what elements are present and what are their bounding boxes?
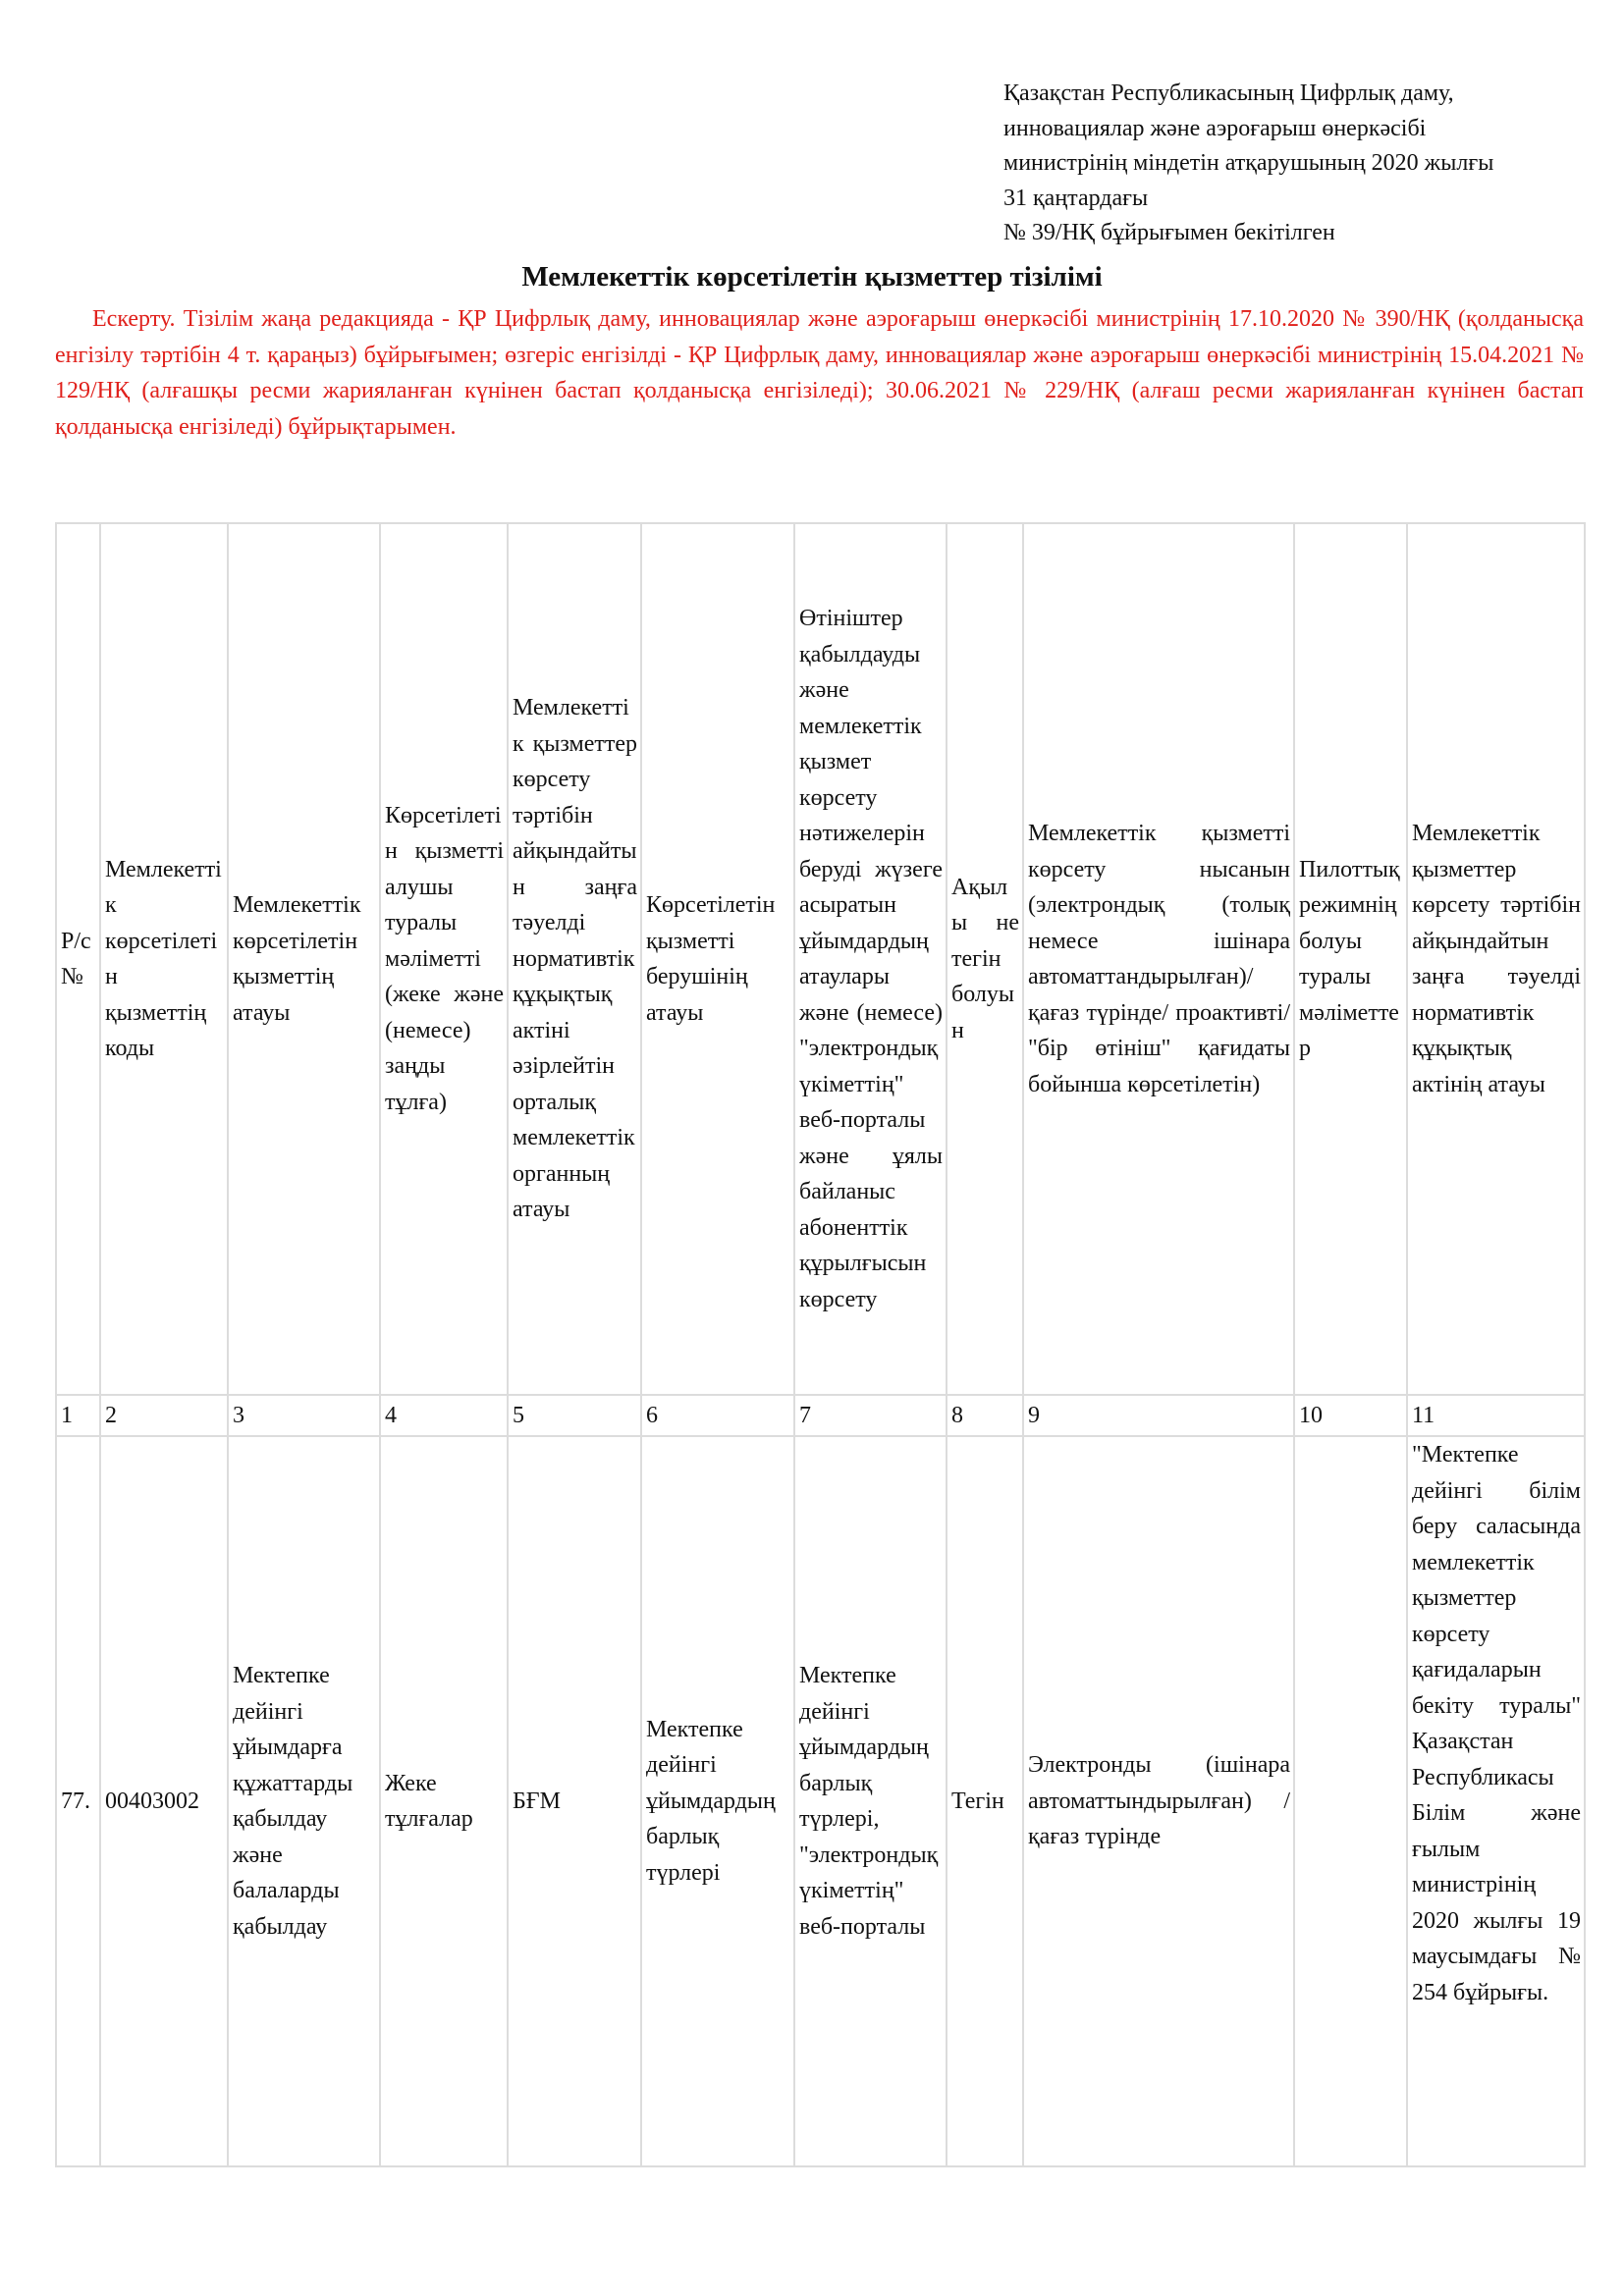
column-number: 10 xyxy=(1294,1395,1407,1436)
column-number: 1 xyxy=(56,1395,100,1436)
column-number: 5 xyxy=(508,1395,641,1436)
cell-provider: Мектепке дейінгі ұйымдардың барлық түрлері xyxy=(641,1436,794,2166)
approval-line: Қазақстан Республикасының Цифрлық даму, xyxy=(1003,80,1454,106)
cell-fee: Тегін xyxy=(947,1436,1023,2166)
cell-recipient: Жеке тұлғалар xyxy=(380,1436,508,2166)
header-row xyxy=(56,523,1585,1395)
header-cell-provider: Көрсетілетін қызметті берушінің атауы xyxy=(641,523,794,1395)
header-cell-form: Мемлекеттік қызметті көрсету нысанын (электрондық (толық немесе ішінара автоматтандырылған)/ қағаз түрінде/ проактивті/ "бір өтініш" қағидаты бойынша көрсетілетін) xyxy=(1023,523,1294,1395)
column-number: 4 xyxy=(380,1395,508,1436)
approval-line: № 39/НҚ бұйрығымен бекітілген xyxy=(1003,220,1335,245)
services-registry-table xyxy=(55,522,1586,2167)
column-number: 2 xyxy=(100,1395,228,1436)
header-cell-name: Мемлекеттік көрсетілетін қызметтің атауы xyxy=(228,523,380,1395)
column-number: 8 xyxy=(947,1395,1023,1436)
header-cell-number: Р/с № xyxy=(56,523,100,1395)
column-number-row xyxy=(56,1395,1585,1436)
cell-name: Мектепке дейінгі ұйымдарға құжаттарды қабылдау және балаларды қабылдау xyxy=(228,1436,380,2166)
approval-stamp xyxy=(1003,77,1602,251)
cell-form: Электронды (ішінара автоматтындырылған) /қағаз түрінде xyxy=(1023,1436,1294,2166)
cell-code: 00403002 xyxy=(100,1436,228,2166)
table-row xyxy=(56,1436,1585,2166)
column-number: 11 xyxy=(1407,1395,1585,1436)
column-number: 6 xyxy=(641,1395,794,1436)
page-title: Мемлекеттік көрсетілетін қызметтер тізілімі xyxy=(521,261,1103,293)
header-cell-code: Мемлекеттік көрсетілетін қызметтің коды xyxy=(100,523,228,1395)
header-cell-recipient: Көрсетілетін қызметті алушы туралы мәліметті (жеке және (немесе) заңды тұлға) xyxy=(380,523,508,1395)
approval-line: инновациялар және аэроғарыш өнеркәсібі xyxy=(1003,115,1427,141)
header-cell-central-body: Мемлекеттік қызметтер көрсету тәртібін айқындайтын заңға тәуелді нормативтік құқықтық актіні әзірлейтін орталық мемлекеттік органның атауы xyxy=(508,523,641,1395)
approval-line: министрінің міндетін атқарушының 2020 жылғы xyxy=(1003,150,1494,176)
cell-number: 77. xyxy=(56,1436,100,2166)
header-cell-legal-act: Мемлекеттік қызметтер көрсету тәртібін айқындайтын заңға тәуелді нормативтік құқықтық актінің атауы xyxy=(1407,523,1585,1395)
column-number: 3 xyxy=(228,1395,380,1436)
column-number: 7 xyxy=(794,1395,947,1436)
header-cell-pilot: Пилоттық режимнің болуы туралы мәліметтер xyxy=(1294,523,1407,1395)
amendment-note: Ескерту. Тізілім жаңа редакцияда - ҚР Цифрлық даму, инновациялар және аэроғарыш өнеркәсібі министрінің 17.10.2020 № 390/НҚ (қолданысқа енгізілу тәртібін 4 т. қараңыз) бұйрығымен; өзгеріс енгізілді - ҚР Цифрлық даму, инновациялар және аэроғарыш өнеркәсібі министрінің 15.04.2021 № 129/НҚ (алғашқы ресми жарияланған күнінен бастап қолданысқа енгізіледі); 30.06.2021 № 229/НҚ (алғаш ресми жарияланған күнінен бастап қолданысқа енгізіледі) бұйрықтарымен. xyxy=(55,306,1584,440)
header-cell-application-orgs: Өтініштер қабылдауды және мемлекеттік қызмет көрсету нәтижелерін беруді жүзеге асыратын ұйымдардың атаулары және (немесе) "электрондық үкіметтің" веб-порталы және ұялы байланыс абоненттік құрылғысын көрсету xyxy=(794,523,947,1395)
cell-application-orgs: Мектепке дейінгі ұйымдардың барлық түрлері, "электрондық үкіметтің" веб-порталы xyxy=(794,1436,947,2166)
cell-legal-act: "Мектепке дейінгі білім беру саласында мемлекеттік қызметтер көрсету қағидаларын бекіту туралы" Қазақстан Республикасы Білім және ғылым министрінің 2020 жылғы 19 маусымдағы № 254 бұйрығы. xyxy=(1407,1436,1585,2166)
approval-line: 31 қаңтардағы xyxy=(1003,185,1149,211)
header-cell-fee: Ақылы не тегін болуын xyxy=(947,523,1023,1395)
column-number: 9 xyxy=(1023,1395,1294,1436)
cell-pilot xyxy=(1294,1436,1407,2166)
cell-central-body: БҒМ xyxy=(508,1436,641,2166)
